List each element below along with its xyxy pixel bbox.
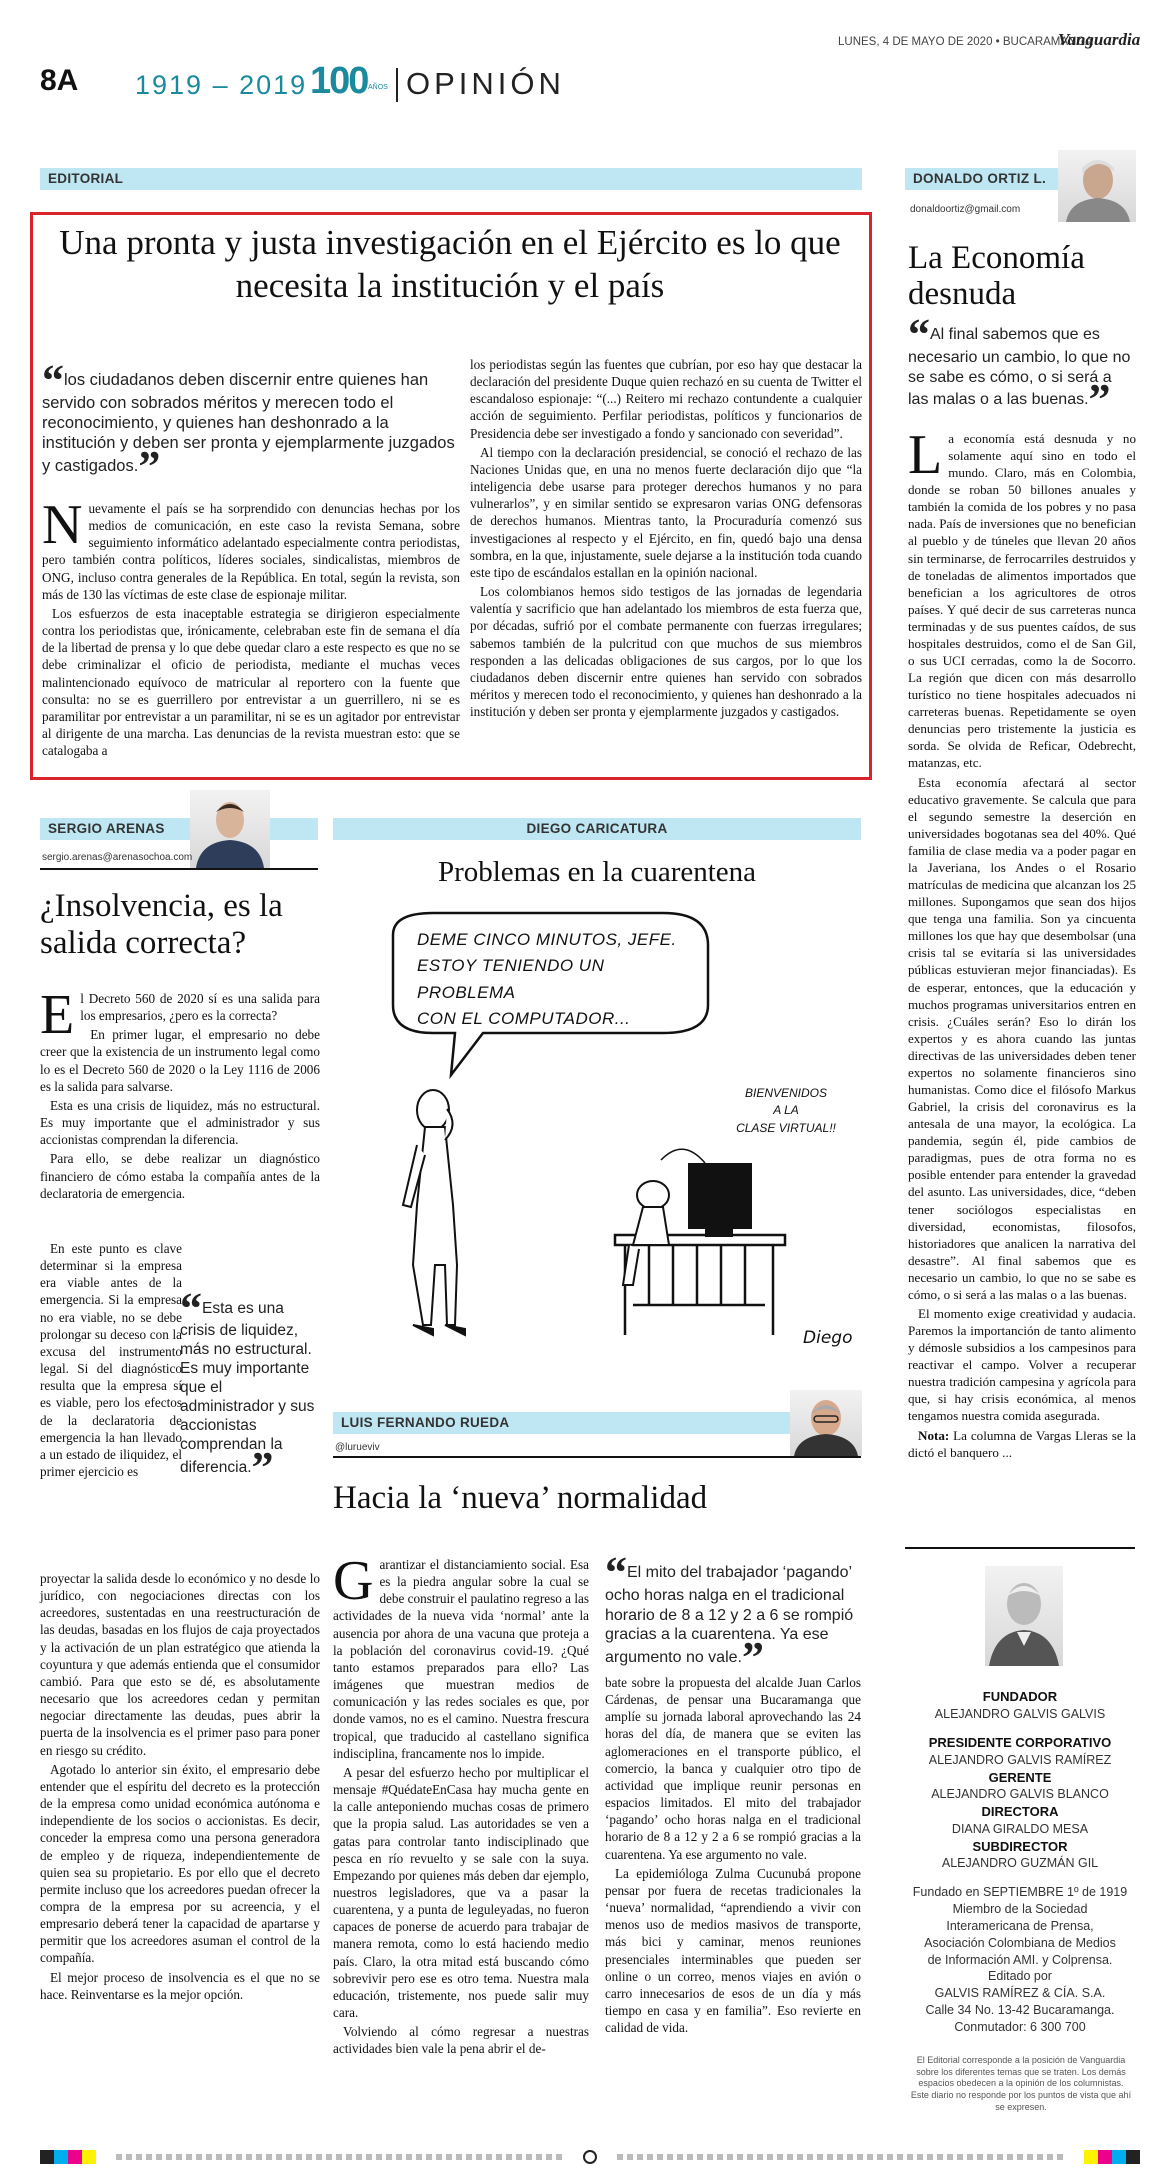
section-title: OPINIÓN — [406, 66, 565, 101]
screen-line-3: CLASE VIRTUAL!! — [736, 1120, 836, 1135]
editorial-col2 — [470, 356, 862, 722]
arenas-photo — [190, 790, 270, 868]
masthead-info-5: de Información AMI. y Colprensa. — [927, 1952, 1113, 1967]
editorial-col1-p1: Nuevamente el país se ha sorprendido con denuncias hechas por los medios de comunicación, en este caso la revista Semana, sobre seguimiento informático adelantado especialmente contra periodistas, pero también contra políticos, líderes sociales, sindicalistas, miembros de ONG, incluso contra generales de la República. En total, según la revista, son más de 130 las víctimas de este clase de espionaje militar. — [42, 494, 460, 602]
arenas-band — [40, 818, 318, 840]
arenas-pullquote-text: Esta es una crisis de liquidez, más no estructural. Es muy importante que el administrador y sus accionistas comprendan la diferencia. — [180, 1300, 315, 1476]
president-title: PRESIDENTE CORPORATIVO — [928, 1735, 1112, 1751]
rueda-photo — [790, 1390, 862, 1456]
rueda-col1 — [333, 1550, 589, 2060]
ortiz-note: Nota: La columna de Vargas Lleras se la dictó el banquero ... — [908, 1427, 1136, 1460]
arenas-p5: En este punto es clave determinar si la empresa era viable antes de la emergencia. Si la empresa no era viable, no se debe prolongar su deceso con la excusa del instrumento legal. Si del diagnóstico resulta que la empresa sí es viable, pero los efectos de la declaratoria de emergencia la han llevado a un estado de iliquidez, el primer ejercicio es — [40, 1241, 182, 1480]
editorial-col1 — [42, 494, 460, 761]
editorial-label: EDITORIAL — [48, 171, 124, 186]
rueda-headline: Hacia la ‘nueva’ normalidad — [333, 1480, 708, 1516]
subdirector-name: ALEJANDRO GUZMÁN GIL — [941, 1856, 1099, 1871]
ortiz-headline: La Economía desnuda — [908, 240, 1085, 313]
arenas-body-top — [40, 984, 320, 1204]
rueda-p2: A pesar del esfuerzo hecho por multiplicar el mensaje #QuédateEnCasa hay mucha gente en la calle anteponiendo muchas cosas de primero que la propia salud. Las autoridades se ven a gatas para controlar tanto indisciplinado que pesca en río revuelto y se sale con la suya. Empezando por quienes más deben dar ejemplo, nuestros legisladores, que va a pasar la cuarentena, y a punta de leguleyadas, no fueron capaces de ponerse de acuerdo para trabajar de manera remota, como lo está haciendo medio país. Claro, la otra mitad está buscando cómo sobrevivir pero ese es otro tema. Nuestra mala educación, tristemente, nos puede salir muy cara. — [333, 1764, 589, 2021]
ortiz-p3: El momento exige creatividad y audacia. Paremos la importanción de tanto alimento y démosle subsidios a los campesinos para reactivar el campo. Volver a recuperar nuestra tradición campesina y agrícola para que, si hay crisis económica, al menos tengamos nuestra comida asegurada. — [908, 1305, 1136, 1424]
arenas-p8: El mejor proceso de insolvencia es el que no se hace. Reinventarse es la mejor opción. — [40, 1969, 320, 2002]
screen-line-2: A LA — [773, 1103, 799, 1118]
masthead-info-6: Editado por — [988, 1969, 1052, 1984]
date-line: LUNES, 4 DE MAYO DE 2020 • BUCARAMANGA — [838, 36, 1093, 48]
ortiz-pullquote-text: Al final sabemos que es necesario un cambio, lo que no se sabe es cómo, o si será a las malas o a las buenas. — [908, 326, 1131, 409]
caricature-signature: Diego — [803, 1328, 853, 1348]
masthead-info-2: Miembro de la Sociedad — [952, 1901, 1088, 1916]
ortiz-author: DONALDO ORTIZ L. — [913, 171, 1047, 186]
subdirector-title: SUBDIRECTOR — [972, 1838, 1068, 1854]
masthead-info-3: Interamericana de Prensa, — [946, 1918, 1094, 1933]
arenas-body-bottom — [40, 1570, 320, 2005]
founder-photo — [985, 1566, 1063, 1666]
rueda-p4: bate sobre la propuesta del alcalde Juan Carlos Cárdenas, de pensar una Bucaramanga que amplíe su jornada laboral aprovechando las 24 horas del día, de manera que se eviten las aglomeraciones en el transporte público, el comercio, la banca y cualquier otro tipo de actividad que implique reunir personas en espacios limitados. El mito del trabajador ‘pagando’ ocho horas nalga en el tradicional horario de 8 a 12 y 2 a 6 se rompió gracias a la cuarentena. Ya ese argumento no vale. — [605, 1675, 861, 1862]
arenas-body-narrow — [40, 1240, 182, 1482]
rueda-col2 — [605, 1674, 861, 2038]
ortiz-dropcap: L — [908, 424, 943, 486]
rueda-dropcap: G — [333, 1550, 374, 1612]
rueda-p5: La epidemióloga Zulma Cucunubá propone pensar por fuera de recetas tradicionales la ‘nueva’ normalidad, “aprendiendo a vivir con menos uso de medios masivos de transporte, más bici y caminar, menos reuniones presenciales interminables que pueden ser online o un correo, menos viajes en avión o carro innecesarios de esos de un día y más tiempo en casa y en familia”. Eso revierte en calidad de vida. — [605, 1865, 861, 2036]
anniversary-small: AÑOS — [368, 84, 388, 91]
quote-open-icon: “ — [180, 1284, 202, 1333]
speech-line-1: DEME CINCO MINUTOS, JEFE. — [417, 930, 677, 949]
ortiz-body — [908, 424, 1136, 1463]
president-name: ALEJANDRO GALVIS RAMÍREZ — [928, 1752, 1112, 1767]
editorial-band — [40, 168, 862, 190]
arenas-rule — [40, 868, 318, 870]
manager-name: ALEJANDRO GALVIS BLANCO — [931, 1787, 1109, 1802]
director-title: DIRECTORA — [981, 1804, 1059, 1820]
caricature-label: DIEGO CARICATURA — [526, 821, 668, 836]
editorial-col1-p2: Los esfuerzos de esta inaceptable estrategia se dirigieron especialmente contra los periodistas que, irónicamente, celebraban este fin de semana el día de la libertad de prensa y lo que debe quedar claro a este respecto es que no se debe criminalizar el oficio de periodista, mediante el muchas veces malintencionado equívoco de matricular al reportero con la fuente que consulta: no se es guerrillero por entrevistar a un guerrillero, ni se es paramilitar por entrevistar a un paramilitar, ni se es un agitador por entrevistar al dirigente de una marcha. Las denuncias de la revista muestran esto: que se catalogaba a — [42, 605, 460, 759]
masthead-info-7: GALVIS RAMÍREZ & CÍA. S.A. — [934, 1986, 1106, 2001]
rueda-handle: @lurueviv — [335, 1442, 380, 1453]
screen-text — [711, 1085, 861, 1137]
masthead — [905, 1688, 1135, 2036]
quote-close-icon: ” — [741, 1632, 764, 1682]
editorial-headline: Una pronta y justa investigación en el Ejército es lo que necesita la institución y el país — [59, 223, 841, 305]
editorial-col2-p1: los periodistas según las fuentes que cubrían, por eso hay que destacar la declaración del presidente Duque quien rechazó en su cuenta de Twitter el escandaloso espionaje: “(...) Reitero mi rechazo contundente a cualquier acción de seguimiento. Perfilar periodistas, políticos y funcionarios de Presidencia debe ser investigado a fondo y sancionado con severidad”. — [470, 357, 862, 441]
arenas-p7: Agotado lo anterior sin éxito, el empresario debe entender que el espíritu del decreto es la protección de la empresa como unidad económica autónoma e independiente de los socios o accionistas. Es decir, conceder la empresa como una persona generadora de empleo y de riqueza, independientemente de quien sea su propietario. Es por ello que el decreto permite incluso que los acreedores puedan ofrecer la compra de la empresa por su acreencia, y el empresario deberá tener la capacidad de apartarse y permitir que los acreedores asuman el control de la compañía. — [40, 1761, 320, 1966]
brand-logo: Vanguardia — [1058, 30, 1141, 49]
masthead-info-9: Conmutador: 6 300 700 — [954, 2020, 1086, 2035]
arenas-dropcap: E — [40, 984, 75, 1046]
founder-name: ALEJANDRO GALVIS GALVIS — [934, 1706, 1106, 1721]
page-number: 8A — [40, 64, 79, 97]
rueda-pullquote-text: El mito del trabajador ‘pagando’ ocho horas nalga en el tradicional horario de 8 a 12 y 2 a 6 se rompió gracias a la cuarentena. Ya ese argumento no vale. — [605, 1564, 854, 1666]
arenas-p6: proyectar la salida desde lo económico y no desde lo jurídico, con negociaciones directas con los acreedores, sustentadas en una reestructuración de las deudas, basadas en los flujos de caja proyectados y la activación de un plan estratégico que atienda la coyuntura y que además entienda que el consumidor cambió. Para que esto se dé, es absolutamente necesario que los acreedores cedan y permitan negociar directamente las deudas, pues abrir la puerta de la insolvencia es el primer paso para poner en riesgo su crédito. — [40, 1571, 320, 1758]
masthead-info-1: Fundado en SEPTIEMBRE 1º de 1919 — [912, 1885, 1128, 1900]
director-name: DIANA GIRALDO MESA — [951, 1821, 1089, 1836]
arenas-p2: En primer lugar, el empresario no debe creer que la existencia de un instrumento legal como lo es el Decreto 560 de 2020 o la Ley 1116 de 2006 es la salida para salvarse. — [40, 1027, 320, 1094]
quote-open-icon: “ — [908, 310, 930, 359]
quote-close-icon: ” — [138, 441, 161, 491]
quote-close-icon: ” — [1088, 375, 1111, 425]
rueda-pullquote — [605, 1548, 861, 1682]
editorial-pullquote-text: los ciudadanos deben discernir entre quienes han servido con sobrados méritos y merecen todo el reconocimiento, y quienes han deshonrado a la institución y deben ser pronta y ejemplarmente juzgados y castigados. — [42, 371, 455, 475]
rueda-rule — [333, 1456, 861, 1458]
arenas-headline: ¿Insolvencia, es la salida correcta? — [40, 888, 283, 961]
years-label: 1919 – 2019 — [135, 70, 308, 100]
caricature-band — [333, 818, 861, 840]
speech-text — [417, 927, 707, 1032]
rueda-author: LUIS FERNANDO RUEDA — [341, 1415, 510, 1430]
ortiz-p2: Esta economía afectará al sector educativo gravemente. Se calcula que para el segundo semestre la deserción en universidades bogotanas sea del 40%. Qué familia de clase media va a poder pagar en la Javeriana, los Andes o el Rosario matrículas de medicina que alcanzan los 25 millones. Supongamos que sean dos hijos que tenga una familia. Son ya cincuenta millones los que hay que desembolsar (una crisis tal se evitaría si las universidades públicas estuvieran mejor financiadas). Es de esperar, entonces, que la educación y muchos programas universitarios entren en crisis. ¿Cuáles serán? Eso lo dirán los expertos y es ahora cuando las juntas directivas de las universidades deben tener expertos no solamente financieros sino humanistas. Como dice el filósofo Markus Gabriel, la crisis del coronavirus es la antesala de una mayor, la ecológica. La pandemia, según él, pide cambios de paradigmas, pues de otra forma no es posible entender para entender la gravedad del asunto. Las universidades, dice, “deben tener sociólogos especialistas en diversidad, economistas, filosofos, historiadores que analicen la narrativa del desastre”. Al final sabemos que es necesario un cambio, lo que no se sabe es cómo, o si será a las malas o a las buenas. — [908, 774, 1136, 1302]
print-registration-bar — [40, 2150, 1140, 2164]
rueda-p3: Volviendo al cómo regresar a nuestras actividades bien vale la pena abrir el de- — [333, 2024, 589, 2057]
editorial-pullquote — [42, 356, 460, 491]
editorial-col2-p3: Los colombianos hemos sido testigos de las jornadas de legendaria valentía y sacrificio que han adelantado los miembros de esta fuerza que, por décadas, sufrió por el combate permanente con fuerzas irregulares; sabemos también de la pulcritud con que muchos de sus miembros responden a las delicadas obligaciones de sus cargos, por lo que los ciudadanos deben discernir entre quienes han servido con sobrados méritos y merecen todo el reconocimiento, y quienes han deshonrado a la institución y deben ser pronta y ejemplarmente juzgados y castigados. — [470, 584, 862, 720]
rueda-band — [333, 1412, 861, 1434]
speech-line-3: CON EL COMPUTADOR... — [417, 1009, 631, 1029]
speech-line-2: ESTOY TENIENDO UN PROBLEMA — [417, 956, 605, 1002]
manager-title: GERENTE — [988, 1769, 1052, 1785]
arenas-p4: Para ello, se debe realizar un diagnóstico financiero de cómo estaba la compañía antes de la declaratoria de emergencia. — [40, 1151, 320, 1201]
quote-close-icon: ” — [251, 1442, 274, 1492]
arenas-email: sergio.arenas@arenasochoa.com — [42, 852, 193, 863]
screen-line-1: BIENVENIDOS — [744, 1086, 828, 1100]
editorial-col2-p2: Al tiempo con la declaración presidencial, se conoció el rechazo de las Naciones Unidas que, en una no menos fuerte declaración dijo que “la inteligencia debe usarse para proteger derechos humanos y no para vulnerarlos”, y en similar sentido se expresaron varias ONG defensoras de derechos humanos. Mientras tanto, la Procuraduría comenzó sus investigaciones al respecto y el Ejército, en fin, quedó bajo una densa sombra, en la que, injustamente, suele dejarse a la institución toda cuando este tipo de escándalos estallan en la opinión nacional. — [470, 444, 862, 580]
arenas-p1: El Decreto 560 de 2020 sí es una salida para los empresarios, ¿pero es la correcta? — [40, 984, 320, 1046]
masthead-info-8: Calle 34 No. 13-42 Bucaramanga. — [925, 2003, 1115, 2018]
caricature-drawing — [333, 905, 861, 1365]
anniversary-number: 100 — [310, 60, 368, 102]
quote-open-icon: “ — [42, 356, 64, 405]
founder-title: FUNDADOR — [982, 1689, 1058, 1704]
arenas-p3: Esta es una crisis de liquidez, más no estructural. Es muy importante que el administrador y sus accionistas comprendan la diferencia. — [40, 1097, 320, 1148]
rueda-p1: Garantizar el distanciamiento social. Esa es la piedra angular sobre la cual se debe construir el paulatino regreso a las actividades de la nueva vida ‘normal’ ante la ausencia por ahora de una vacuna que proteja a la población del coronavirus covid-19. ¿Qué tanto estamos preparados para ello? Las imágenes que muestran medios de comunicación y las redes sociales es que, por donde vamos, no es el camino. Nuestra frescura tropical, que traducido al castellano significa indisciplina, francamente nos lo impide. — [333, 1550, 589, 1761]
editorial-dropcap: N — [42, 494, 83, 556]
ortiz-photo — [1058, 150, 1136, 222]
anniversary-logo — [310, 60, 392, 104]
masthead-disclaimer: El Editorial corresponde a la posición de Vanguardia sobre los diferentes temas que se traten. Los demás espacios obedecen a la opinión de los columnistas. Este diario no responde por los puntos de vista que ahí se expresen. — [910, 2055, 1132, 2112]
registration-mark-icon — [583, 2150, 597, 2164]
masthead-info-4: Asociación Colombiana de Medios — [924, 1935, 1116, 1950]
ortiz-email: donaldoortiz@gmail.com — [910, 204, 1021, 215]
ortiz-pullquote — [908, 310, 1136, 425]
quote-open-icon: “ — [605, 1548, 627, 1597]
ortiz-p1: La economía está desnuda y no solamente aquí sino en todo el mundo. Claro, más en Colombia, donde se roban 50 billones anuales y también la comida de los pobres y no pasa nada. País de inversiones que no benefician al pueblo y de túneles que llevan 20 años sin terminarse, de ferrocarriles destruidos y de toneladas de alimentos importados que benefician a los agricultores de otros países. Y qué decir de sus carreteras nunca terminadas y de sus puentes caídos, de sus hospitales destruidos, como el de San Gil, o sus UCI cerradas, como la de Socorro. La región que dicen con más desarrollo turístico no tiene hospitales adecuados ni carreteras buenas. Repetidamente se oyen denuncias pero tristemente la justicia es sorda. Se olvida de Reficar, Odebrecht, matanzas, etc. — [908, 424, 1136, 771]
arenas-pullquote — [180, 1284, 318, 1492]
caricature-title: Problemas en la cuarentena — [437, 856, 757, 888]
header-divider — [396, 68, 398, 102]
arenas-author: SERGIO ARENAS — [48, 821, 165, 836]
ortiz-end-rule — [905, 1547, 1135, 1549]
